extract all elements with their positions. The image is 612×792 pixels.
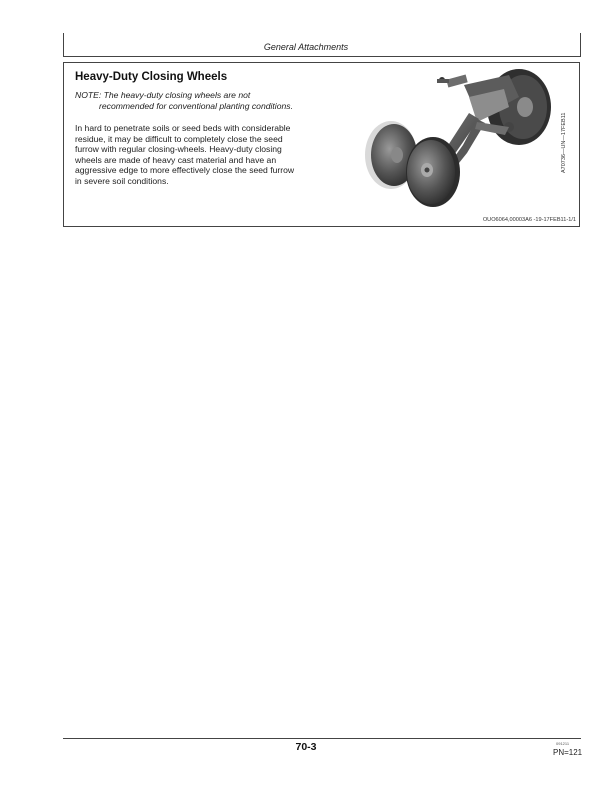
closing-wheel-right	[406, 137, 460, 207]
body-paragraph	[75, 123, 325, 187]
revision-code: 091211	[556, 741, 570, 746]
section-title: General Attachments	[263, 42, 349, 52]
document-id: OUO6064,00003A6 -19-17FEB11-1/1	[482, 217, 576, 223]
body-line: wheels are made of heavy cast material and have an	[75, 154, 277, 165]
image-reference-code: A70736—UN—17FEB11	[561, 112, 567, 173]
page-number: 70-3	[295, 741, 317, 753]
body-line: aggressive edge to more effectively close the seed furrow	[75, 165, 295, 176]
note-line-2: recommended for conventional planting conditions.	[99, 101, 293, 111]
note-line-1: NOTE: The heavy-duty closing wheels are not	[75, 90, 251, 100]
article-title: Heavy-Duty Closing Wheels	[75, 71, 228, 83]
closing-wheels-illustration	[359, 67, 554, 209]
note	[75, 90, 345, 112]
body-line: furrow with regular closing-wheels. Heavy-duty closing	[75, 144, 282, 155]
article-box	[63, 62, 580, 227]
body-line: residue, it may be difficult to completely close the seed	[75, 133, 283, 144]
pn-label: PN=121	[553, 748, 583, 757]
body-line: in severe soil conditions.	[75, 175, 169, 186]
footer-divider	[63, 738, 581, 739]
header-divider	[63, 56, 581, 57]
body-line: In hard to penetrate soils or seed beds with considerable	[75, 123, 291, 133]
